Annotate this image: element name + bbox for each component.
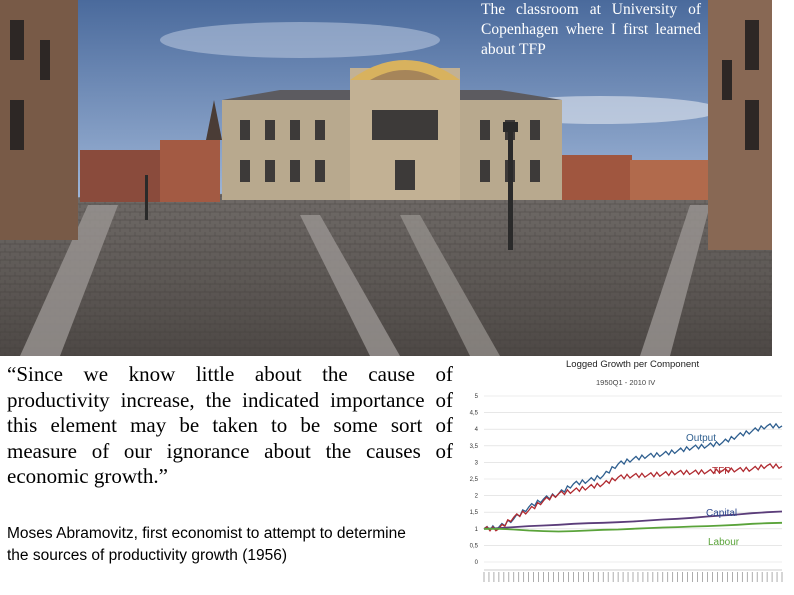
y-tick-label: 2: [474, 493, 478, 500]
series-label-tfp: TFP: [712, 466, 731, 477]
series-label-labour: Labour: [708, 537, 740, 548]
series-label-capital: Capital: [706, 508, 738, 519]
y-tick-label: 1,5: [469, 510, 478, 517]
chart-title: Logged Growth per Component: [566, 359, 700, 370]
y-tick-label: 4,5: [469, 410, 478, 417]
series-line-capital: [484, 512, 782, 529]
photo-caption: The classroom at University of Copenhagen where I first learned about TFP: [481, 1, 701, 58]
y-tick-label: 2,5: [469, 477, 478, 483]
chart-subtitle: 1950Q1 - 2010 IV: [596, 378, 656, 387]
quote-attribution: Moses Abramovitz, first economist to attempt to determine the sources of productivity growth (1956): [7, 525, 406, 564]
y-tick-label: 5: [474, 394, 478, 400]
abramovitz-quote: “Since we know little about the cause of productivity increase, the indicated importance of this element may be taken to be some sort of measure of our ignorance about the causes of economic growth.”: [7, 362, 453, 488]
y-tick-label: 0,5: [469, 543, 478, 550]
y-tick-label: 4: [474, 427, 478, 434]
y-tick-label: 3: [474, 460, 478, 467]
series-label-output: Output: [686, 433, 717, 444]
y-tick-label: 3,5: [469, 443, 478, 450]
y-tick-label: 0: [474, 560, 478, 566]
series-line-labour: [484, 523, 782, 532]
y-tick-label: 1: [474, 526, 478, 533]
logged-growth-chart: [460, 356, 794, 595]
